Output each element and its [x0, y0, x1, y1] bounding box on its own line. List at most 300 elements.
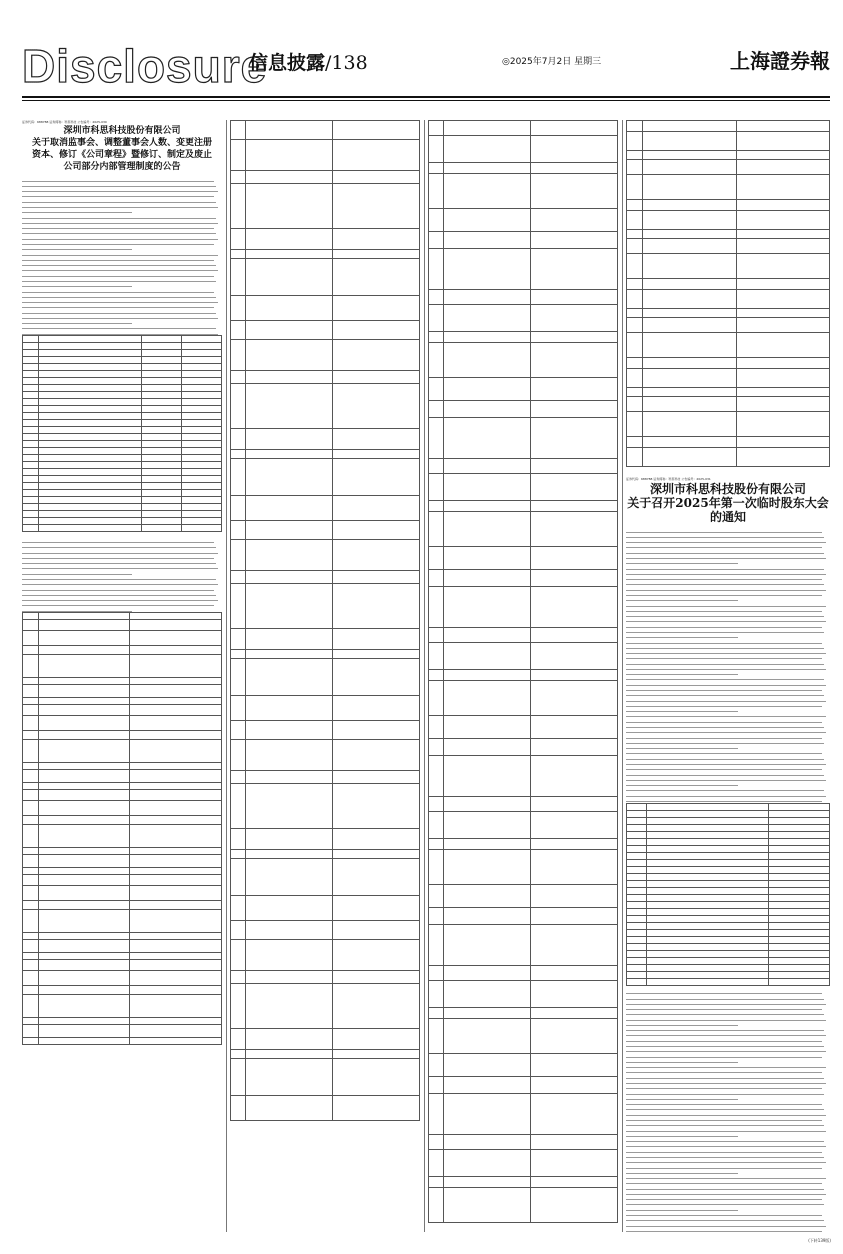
table-row: [231, 984, 420, 1029]
table-cell: [647, 838, 769, 845]
table-cell: [23, 434, 39, 441]
table-row: [231, 971, 420, 984]
table-cell: [130, 971, 222, 986]
table-cell: [429, 547, 444, 570]
table-cell: [246, 971, 333, 984]
table-cell: [444, 163, 531, 174]
table-cell: [647, 852, 769, 859]
table-cell: [23, 910, 39, 933]
table-row: [23, 763, 222, 770]
table-cell: [38, 801, 130, 816]
table-cell: [23, 868, 39, 875]
article-title: 关于取消监事会、调整董事会人数、变更注册资本、修订《公司章程》暨修订、制定及废止公司部分内部管理制度的公告: [31, 138, 212, 172]
table-cell: [531, 908, 618, 925]
table-cell: [38, 910, 130, 933]
table-cell: [627, 132, 643, 151]
table-cell: [647, 915, 769, 922]
table-cell: [23, 971, 39, 986]
table-row: [231, 450, 420, 459]
table-cell: [444, 232, 531, 249]
table-cell: [627, 200, 643, 211]
table-cell: [23, 455, 39, 462]
text-line: [626, 1095, 738, 1100]
table-cell: [531, 290, 618, 305]
table-row: [231, 321, 420, 340]
table-cell: [38, 462, 141, 469]
table-row: [23, 875, 222, 886]
table-cell: [647, 964, 769, 971]
table-cell: [246, 429, 333, 450]
text-line: [626, 649, 826, 654]
table-cell: [231, 1096, 246, 1121]
table-row: [23, 631, 222, 646]
table-cell: [444, 797, 531, 812]
table-cell: [429, 716, 444, 739]
text-line: [22, 575, 216, 580]
table-cell: [647, 824, 769, 831]
table-cell: [38, 855, 130, 868]
text-line: [626, 995, 824, 1000]
masthead-rule: [22, 96, 830, 98]
table-cell: [130, 825, 222, 848]
table-cell: [142, 434, 182, 441]
table-cell: [531, 1177, 618, 1188]
table-cell: [23, 825, 39, 848]
table-cell: [38, 685, 130, 698]
text-line: [626, 1116, 822, 1121]
table-row: [231, 296, 420, 321]
table-cell: [142, 483, 182, 490]
table-cell: [531, 681, 618, 716]
table-row: [231, 650, 420, 659]
table-cell: [38, 763, 130, 770]
table-row: [627, 873, 830, 880]
text-line: [626, 681, 826, 686]
table-cell: [333, 859, 420, 896]
table-cell: [627, 978, 647, 985]
table-cell: [444, 343, 531, 378]
table-cell: [231, 1050, 246, 1059]
table-cell: [23, 476, 39, 483]
table-row: [231, 121, 420, 140]
table-cell: [627, 151, 643, 160]
table-cell: [130, 816, 222, 825]
table-cell: [182, 504, 222, 511]
text-line: [626, 660, 824, 665]
article-title: 关于召开2025年第一次临时股东大会的通知: [627, 496, 829, 524]
table-row: [231, 584, 420, 629]
table-cell: [333, 721, 420, 740]
table-cell: [444, 570, 531, 587]
table-cell: [531, 232, 618, 249]
table-cell: [769, 880, 830, 887]
table-cell: [182, 357, 222, 364]
table-cell: [769, 964, 830, 971]
table-cell: [142, 406, 182, 413]
table-cell: [38, 469, 141, 476]
text-line: [626, 760, 826, 765]
table-row: [627, 810, 830, 817]
table-cell: [142, 504, 182, 511]
section-name: 信息披露: [249, 52, 326, 74]
table-row: [231, 659, 420, 696]
table-cell: [429, 1177, 444, 1188]
table-cell: [531, 121, 618, 136]
table-cell: [38, 525, 141, 532]
table-cell: [38, 698, 130, 705]
text-line: [626, 1169, 738, 1174]
table-cell: [429, 1094, 444, 1135]
text-line: [626, 990, 822, 995]
table-row: [231, 340, 420, 371]
table-row: [627, 936, 830, 943]
table-cell: [182, 497, 222, 504]
table-cell: [736, 358, 829, 369]
table-row: [23, 511, 222, 518]
table-cell: [231, 1059, 246, 1096]
text-line: [626, 1138, 824, 1143]
table-row: [627, 211, 830, 230]
article-body: [22, 177, 222, 335]
table-row: [429, 232, 618, 249]
table-cell: [231, 740, 246, 771]
table-row: [627, 309, 830, 318]
table-cell: [142, 490, 182, 497]
text-line: [626, 554, 826, 559]
article-company-name: 深圳市科思科技股份有限公司: [649, 482, 806, 496]
table-cell: [182, 336, 222, 343]
table-cell: [627, 873, 647, 880]
table-cell: [23, 413, 39, 420]
table-row: [429, 174, 618, 209]
table-row: [627, 964, 830, 971]
table-row: [231, 540, 420, 571]
table-cell: [627, 852, 647, 859]
text-line: [626, 597, 738, 602]
table-cell: [736, 160, 829, 175]
table-cell: [142, 497, 182, 504]
table-row: [231, 171, 420, 184]
table-row: [23, 469, 222, 476]
text-line: [626, 1011, 824, 1016]
table-cell: [182, 413, 222, 420]
table-row: [429, 981, 618, 1008]
text-line: [626, 586, 826, 591]
table-cell: [736, 121, 829, 132]
table-cell: [647, 950, 769, 957]
table-cell: [429, 343, 444, 378]
table-cell: [444, 1019, 531, 1054]
table-cell: [38, 476, 141, 483]
table-cell: [23, 801, 39, 816]
table-cell: [627, 943, 647, 950]
table-row: [429, 681, 618, 716]
table-cell: [23, 427, 39, 434]
table-row: [429, 812, 618, 839]
table-cell: [38, 790, 130, 801]
table-cell: [531, 332, 618, 343]
table-cell: [231, 184, 246, 229]
table-cell: [38, 441, 141, 448]
table-cell: [23, 350, 39, 357]
table-cell: [38, 364, 141, 371]
table-cell: [246, 771, 333, 784]
table-cell: [647, 887, 769, 894]
table-cell: [38, 740, 130, 763]
table-cell: [333, 659, 420, 696]
table-cell: [627, 333, 643, 358]
table-cell: [429, 670, 444, 681]
article-company-name: 深圳市科思科技股份有限公司: [63, 126, 181, 136]
table-cell: [38, 886, 130, 901]
table-row: [429, 136, 618, 163]
table-cell: [531, 1054, 618, 1077]
table-cell: [231, 521, 246, 540]
table-row: [429, 1077, 618, 1094]
table-cell: [627, 254, 643, 279]
text-line: [626, 1069, 822, 1074]
table-row: [627, 397, 830, 412]
table-cell: [444, 1188, 531, 1223]
text-line: [626, 1227, 822, 1232]
table-cell: [531, 756, 618, 797]
text-line: [626, 1000, 826, 1005]
table-cell: [429, 628, 444, 643]
table-cell: [142, 455, 182, 462]
table-cell: [333, 371, 420, 384]
article-body: [22, 538, 222, 611]
table-cell: [769, 957, 830, 964]
table-cell: [643, 211, 736, 230]
table-cell: [246, 259, 333, 296]
table-cell: [333, 184, 420, 229]
table-cell: [531, 570, 618, 587]
table-cell: [429, 232, 444, 249]
table-cell: [444, 512, 531, 547]
table-cell: [444, 290, 531, 305]
table-cell: [182, 469, 222, 476]
table-cell: [38, 343, 141, 350]
table-cell: [647, 943, 769, 950]
table-row: [231, 1050, 420, 1059]
text-line: [22, 565, 218, 570]
table-cell: [246, 250, 333, 259]
table-cell: [231, 850, 246, 859]
table-cell: [429, 1135, 444, 1150]
table-row: [23, 336, 222, 343]
table-cell: [769, 901, 830, 908]
table-cell: [647, 873, 769, 880]
table-row: [429, 716, 618, 739]
section-title: [249, 48, 368, 75]
table-row: [23, 855, 222, 868]
text-line: [626, 776, 826, 781]
table-cell: [130, 933, 222, 940]
table-cell: [736, 412, 829, 437]
table-cell: [531, 1135, 618, 1150]
table-cell: [23, 420, 39, 427]
table-row: [627, 151, 830, 160]
table-cell: [769, 971, 830, 978]
table-cell: [23, 406, 39, 413]
table-cell: [23, 1038, 39, 1045]
table-cell: [333, 850, 420, 859]
table-row: [627, 160, 830, 175]
table-cell: [429, 174, 444, 209]
table-cell: [444, 332, 531, 343]
table-cell: [627, 971, 647, 978]
table-cell: [38, 427, 141, 434]
table-cell: [769, 838, 830, 845]
table-cell: [38, 399, 141, 406]
table-row: [231, 429, 420, 450]
table-cell: [627, 318, 643, 333]
text-line: [626, 1048, 826, 1053]
table-cell: [531, 501, 618, 512]
table-cell: [627, 929, 647, 936]
table-row: [429, 587, 618, 628]
table-row: [231, 250, 420, 259]
text-line: [626, 1101, 822, 1106]
masthead-rule-thin: [22, 100, 830, 101]
text-line: [626, 782, 738, 787]
table-cell: [246, 659, 333, 696]
table-cell: [130, 1038, 222, 1045]
table-cell: [531, 643, 618, 670]
table-cell: [643, 437, 736, 448]
table-cell: [231, 971, 246, 984]
text-line: [626, 1196, 822, 1201]
table-row: [627, 333, 830, 358]
table-cell: [23, 986, 39, 995]
table-cell: [130, 986, 222, 995]
table-cell: [333, 921, 420, 940]
text-line: [626, 766, 822, 771]
table-cell: [23, 783, 39, 790]
table-cell: [182, 392, 222, 399]
table-cell: [182, 364, 222, 371]
table-cell: [643, 448, 736, 467]
table-cell: [23, 364, 39, 371]
table-cell: [23, 933, 39, 940]
text-line: [626, 623, 822, 628]
table-cell: [182, 378, 222, 385]
table-row: [23, 385, 222, 392]
table-cell: [38, 825, 130, 848]
text-line: [626, 528, 822, 533]
table-cell: [38, 490, 141, 497]
table-cell: [444, 681, 531, 716]
table-cell: [246, 340, 333, 371]
text-line: [22, 277, 216, 282]
table-cell: [23, 655, 39, 678]
table-cell: [643, 160, 736, 175]
table-row: [23, 1018, 222, 1025]
table-cell: [182, 427, 222, 434]
table-row: [23, 886, 222, 901]
table-cell: [627, 831, 647, 838]
table-cell: [182, 518, 222, 525]
table-row: [627, 957, 830, 964]
text-line: [626, 539, 826, 544]
text-line: [626, 1222, 826, 1227]
table-cell: [444, 839, 531, 850]
text-line: [626, 613, 824, 618]
table-cell: [736, 279, 829, 290]
text-line: [626, 602, 826, 607]
table-cell: [531, 885, 618, 908]
table-cell: [23, 995, 39, 1018]
table-cell: [647, 880, 769, 887]
table-cell: [736, 448, 829, 467]
table-cell: [333, 784, 420, 829]
table-cell: [142, 385, 182, 392]
table-cell: [531, 1008, 618, 1019]
table-cell: [531, 981, 618, 1008]
table-cell: [246, 1096, 333, 1121]
text-line: [626, 708, 738, 713]
table-cell: [736, 239, 829, 254]
table-cell: [444, 850, 531, 885]
table-cell: [142, 469, 182, 476]
table-cell: [531, 839, 618, 850]
table-cell: [531, 512, 618, 547]
table-cell: [627, 397, 643, 412]
text-line: [626, 734, 822, 739]
table-row: [429, 670, 618, 681]
table-cell: [38, 350, 141, 357]
table-row: [23, 413, 222, 420]
table-row: [231, 496, 420, 521]
table-cell: [627, 950, 647, 957]
table-cell: [38, 933, 130, 940]
table-row: [23, 716, 222, 731]
table-row: [627, 200, 830, 211]
table-cell: [627, 239, 643, 254]
table-row: [231, 1059, 420, 1096]
table-row: [429, 885, 618, 908]
table-cell: [23, 469, 39, 476]
table-cell: [38, 848, 130, 855]
text-line: [626, 787, 824, 792]
table-cell: [23, 631, 39, 646]
table-cell: [531, 1150, 618, 1177]
table-cell: [23, 940, 39, 953]
table-cell: [643, 412, 736, 437]
table-cell: [429, 839, 444, 850]
table-row: [23, 476, 222, 483]
text-line: [626, 533, 824, 538]
table-row: [231, 384, 420, 429]
table-cell: [23, 357, 39, 364]
table-cell: [38, 448, 141, 455]
text-line: [626, 745, 738, 750]
table-cell: [769, 978, 830, 985]
table-cell: [531, 716, 618, 739]
amendment-table: [626, 120, 830, 467]
table-cell: [627, 845, 647, 852]
text-line: [22, 203, 218, 208]
text-line: [22, 330, 218, 335]
table-cell: [444, 1008, 531, 1019]
table-cell: [627, 838, 647, 845]
table-row: [231, 459, 420, 496]
table-cell: [333, 1050, 420, 1059]
table-row: [23, 901, 222, 910]
table-cell: [23, 504, 39, 511]
table-cell: [627, 309, 643, 318]
table-cell: [531, 797, 618, 812]
